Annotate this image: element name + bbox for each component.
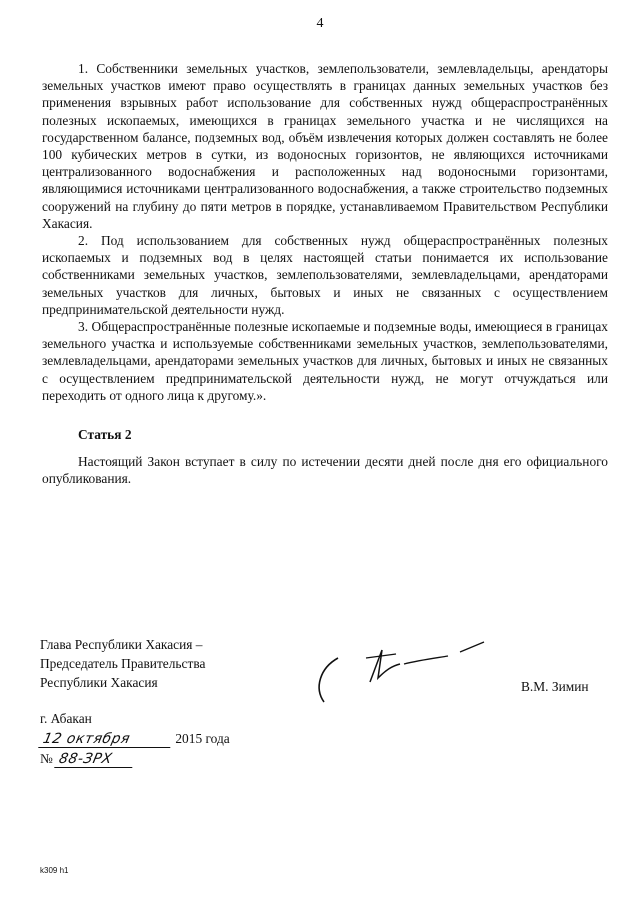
signing-date bbox=[40, 731, 230, 748]
signatory-title-line-3: Республики Хакасия bbox=[40, 675, 158, 690]
page-number: 4 bbox=[316, 16, 324, 31]
date-year: 2015 года bbox=[175, 731, 230, 746]
signatory-title-line-2: Председатель Правительства bbox=[40, 656, 206, 671]
document-code: k309 h1 bbox=[40, 866, 69, 875]
paragraph-2: 2. Под использованием для собственных нужд общераспространённых полезных ископаемых и подземных вод в целях настоящей статьи понимается их использование собственниками земельных участков, землепользователями, землевладельцами, арендаторами земельных участков для личных, бытовых и иных не связанных с осуществлением предпринимательской деятельности нужд. bbox=[42, 233, 608, 317]
place-of-signing: г. Абакан bbox=[40, 711, 92, 726]
handwritten-number: 88-ЗРХ bbox=[54, 751, 136, 768]
signatory-title-line-1: Глава Республики Хакасия – bbox=[40, 637, 203, 652]
number-sign: № bbox=[40, 751, 53, 766]
paragraph-3: 3. Общераспространённые полезные ископаемые и подземные воды, имеющиеся в границах земельного участка и используемые собственниками земельных участков, землепользователями, землевладельцами, арендаторами земельных участков для личных, бытовых и иных не связанных с осуществлением предпринимательской деятельности нужд, не могут отчуждаться или переходить от одного лица к другому.». bbox=[42, 319, 608, 403]
handwritten-date: 12 октября bbox=[38, 731, 174, 748]
paragraph-1: 1. Собственники земельных участков, землепользователи, землевладельцы, арендаторы земельных участков имеют право осуществлять в границах данных земельных участков без применения взрывных работ использование для собственных нужд общераспространённых полезных ископаемых, имеющихся в границах земельного участка и не числящихся на государственном балансе, подземных вод, объём извлечения которых должен составлять не более 100 кубических метров в сутки, из водоносных горизонтов, не являющихся источниками централизованного водоснабжения и расположенных над водоносными горизонтами, являющимися источниками централизованного водоснабжения, а также строительство подземных сооружений на глубину до пяти метров в порядке, устанавливаемом Правительством Республики Хакасия. bbox=[42, 61, 608, 231]
article-2-text: Настоящий Закон вступает в силу по истечении десяти дней после дня его официального опубликования. bbox=[42, 454, 608, 487]
signatory-name: В.М. Зимин bbox=[521, 679, 589, 694]
article-2-heading: Статья 2 bbox=[78, 427, 132, 443]
signatory-title bbox=[40, 635, 205, 692]
handwritten-signature bbox=[308, 640, 498, 710]
law-text bbox=[42, 60, 608, 488]
law-number bbox=[40, 751, 134, 768]
